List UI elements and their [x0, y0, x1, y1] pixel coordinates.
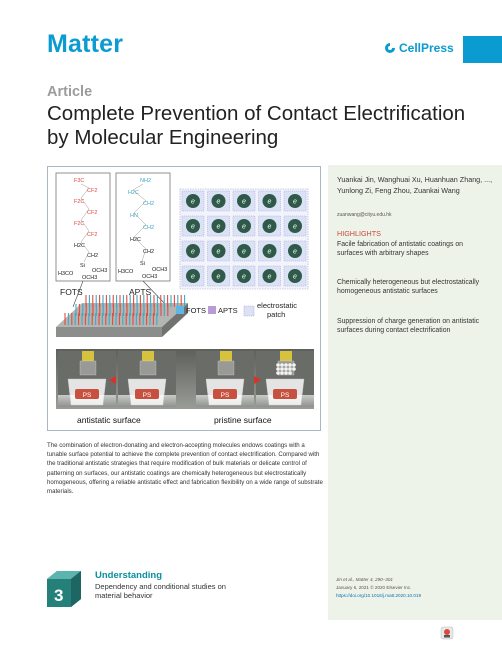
cellpress-logo-icon [384, 42, 396, 54]
highlights-heading: HIGHLIGHTS [337, 229, 381, 238]
highlight-item: Facile fabrication of antistatic coatings on surfaces with arbitrary shapes [337, 241, 464, 258]
fots-atom: OCH3 [82, 275, 98, 281]
level-badge-icon [47, 571, 87, 607]
foam-particle [288, 363, 292, 367]
cellpress-logo[interactable] [384, 41, 454, 55]
experiment-photo [256, 351, 314, 407]
fots-atom: Si [80, 263, 85, 269]
experiment-photo [58, 351, 116, 407]
apts-atom: CH2 [143, 201, 155, 207]
electron-symbol: e [191, 273, 195, 281]
electron-symbol: e [293, 248, 297, 256]
author-list: Yuankai Jin, Wanghuai Xu, Huanhuan Zhang, ..., Yunlong Zi, Feng Zhou, Zuankai Wang [337, 175, 493, 195]
foam-particle [284, 363, 288, 367]
apts-atom: OCH3 [142, 274, 158, 280]
legend-fots-label: FOTS [186, 306, 206, 315]
fots-atom: H3CO [58, 271, 74, 277]
ps-label: PS [280, 392, 290, 399]
header-accent-block [463, 36, 502, 63]
electron-symbol: e [242, 223, 246, 231]
graphical-abstract [47, 166, 321, 431]
electron-symbol: e [242, 198, 246, 206]
ps-label: PS [220, 392, 230, 399]
legend-patch-label: electrostatic patch [257, 301, 298, 319]
electron-symbol: e [242, 248, 246, 256]
fots-atom: H2C [74, 243, 86, 249]
crossmark-icon[interactable] [440, 626, 454, 640]
foam-particle [276, 367, 280, 371]
apts-atom: HN [130, 213, 138, 219]
foam-particle [280, 371, 284, 375]
electron-symbol: e [267, 273, 272, 281]
correspondence-email[interactable]: zuanwang@cityu.edu.hk [337, 212, 392, 218]
highlight-item: Chemically heterogeneous but electrostatically homogeneous antistatic surfaces [337, 279, 480, 296]
apts-label: APTS [129, 287, 152, 297]
citation-block [336, 576, 496, 600]
caption-antistatic: antistatic surface [77, 415, 141, 425]
electron-symbol: e [191, 198, 195, 206]
foam-particle [276, 363, 280, 367]
fots-atom: CF2 [87, 210, 98, 216]
electron-symbol: e [267, 198, 272, 206]
article-title: Complete Prevention of Contact Electrification by Molecular Engineering [47, 102, 466, 149]
graphical-abstract-figure [48, 167, 321, 431]
electron-symbol: e [267, 248, 272, 256]
foam-particle [292, 367, 296, 371]
journal-name: Matter [47, 30, 124, 58]
legend-swatch-apts [208, 306, 216, 314]
electron-symbol: e [191, 223, 195, 231]
cellpress-wordmark: CellPress [399, 41, 454, 55]
citation-date: January 6, 2021 © 2020 Elsevier Inc. [336, 585, 412, 590]
ps-label: PS [82, 392, 92, 399]
fots-atom: CH2 [87, 253, 99, 259]
fots-atom: F2C [74, 199, 85, 205]
foam-particle [284, 371, 288, 375]
fots-atom: OCH3 [92, 268, 108, 274]
level-number: 3 [54, 586, 64, 605]
electron-symbol: e [216, 273, 221, 281]
apts-atom: CH2 [143, 225, 155, 231]
article-type: Article [47, 84, 93, 100]
electron-symbol: e [267, 223, 272, 231]
caption-pristine: pristine surface [214, 415, 272, 425]
foam-particle [276, 371, 280, 375]
level-description: Dependency and conditional studies on material behavior [95, 582, 226, 601]
electron-symbol: e [242, 273, 246, 281]
fots-atom: F2C [74, 221, 85, 227]
highlight-item: Suppression of charge generation on antistatic surfaces during contact electrification [337, 318, 480, 335]
apts-atom: Si [140, 261, 145, 267]
legend-swatch-fots [176, 306, 184, 314]
electron-symbol: e [191, 248, 195, 256]
electron-symbol: e [293, 223, 297, 231]
electron-symbol: e [216, 223, 221, 231]
apts-atom: CH2 [143, 249, 155, 255]
fots-atom: F3C [74, 178, 85, 184]
level-label: Understanding [95, 570, 163, 581]
doi-link[interactable]: https://doi.org/10.1016/j.matt.2020.10.019 [336, 593, 422, 598]
foam-particle [280, 367, 284, 371]
apts-atom: OCH3 [152, 267, 168, 273]
legend-swatch-patch [244, 306, 254, 316]
apts-atom: H2C [130, 237, 142, 243]
electron-symbol: e [216, 198, 221, 206]
foam-particle [292, 363, 296, 367]
apts-atom: NH2 [140, 178, 152, 184]
ps-label: PS [142, 392, 152, 399]
fots-label: FOTS [60, 287, 83, 297]
apts-atom: H2C [128, 190, 140, 196]
fots-atom: CF2 [87, 188, 98, 194]
foam-particle [288, 367, 292, 371]
experiment-photo [196, 351, 254, 407]
electron-symbol: e [293, 273, 297, 281]
apts-atom: H3CO [118, 269, 134, 275]
abstract-text: The combination of electron-donating and electron-accepting molecules endows coatings with a tunable surface potential to achieve the complete prevention of contact electrification. Compared with the traditional antistatic strategies that require modification of bulk materials or delicate control of patterning on surfaces, our antistatic coatings are chemically heterogeneous but electrostatically homogeneous, offering a reliable antistatic effect and fabrication flexibility on a wide range of substrate materials. [47, 442, 323, 496]
foam-particle [288, 371, 292, 375]
fots-atom: CF2 [87, 232, 98, 238]
foam-particle [284, 367, 288, 371]
electron-symbol: e [216, 248, 221, 256]
electron-symbol: e [293, 198, 297, 206]
foam-particle [280, 363, 284, 367]
experiment-photo [118, 351, 176, 407]
citation-reference: Jin et al., Matter 4, 290–301 [336, 577, 393, 582]
legend-apts-label: APTS [218, 306, 238, 315]
